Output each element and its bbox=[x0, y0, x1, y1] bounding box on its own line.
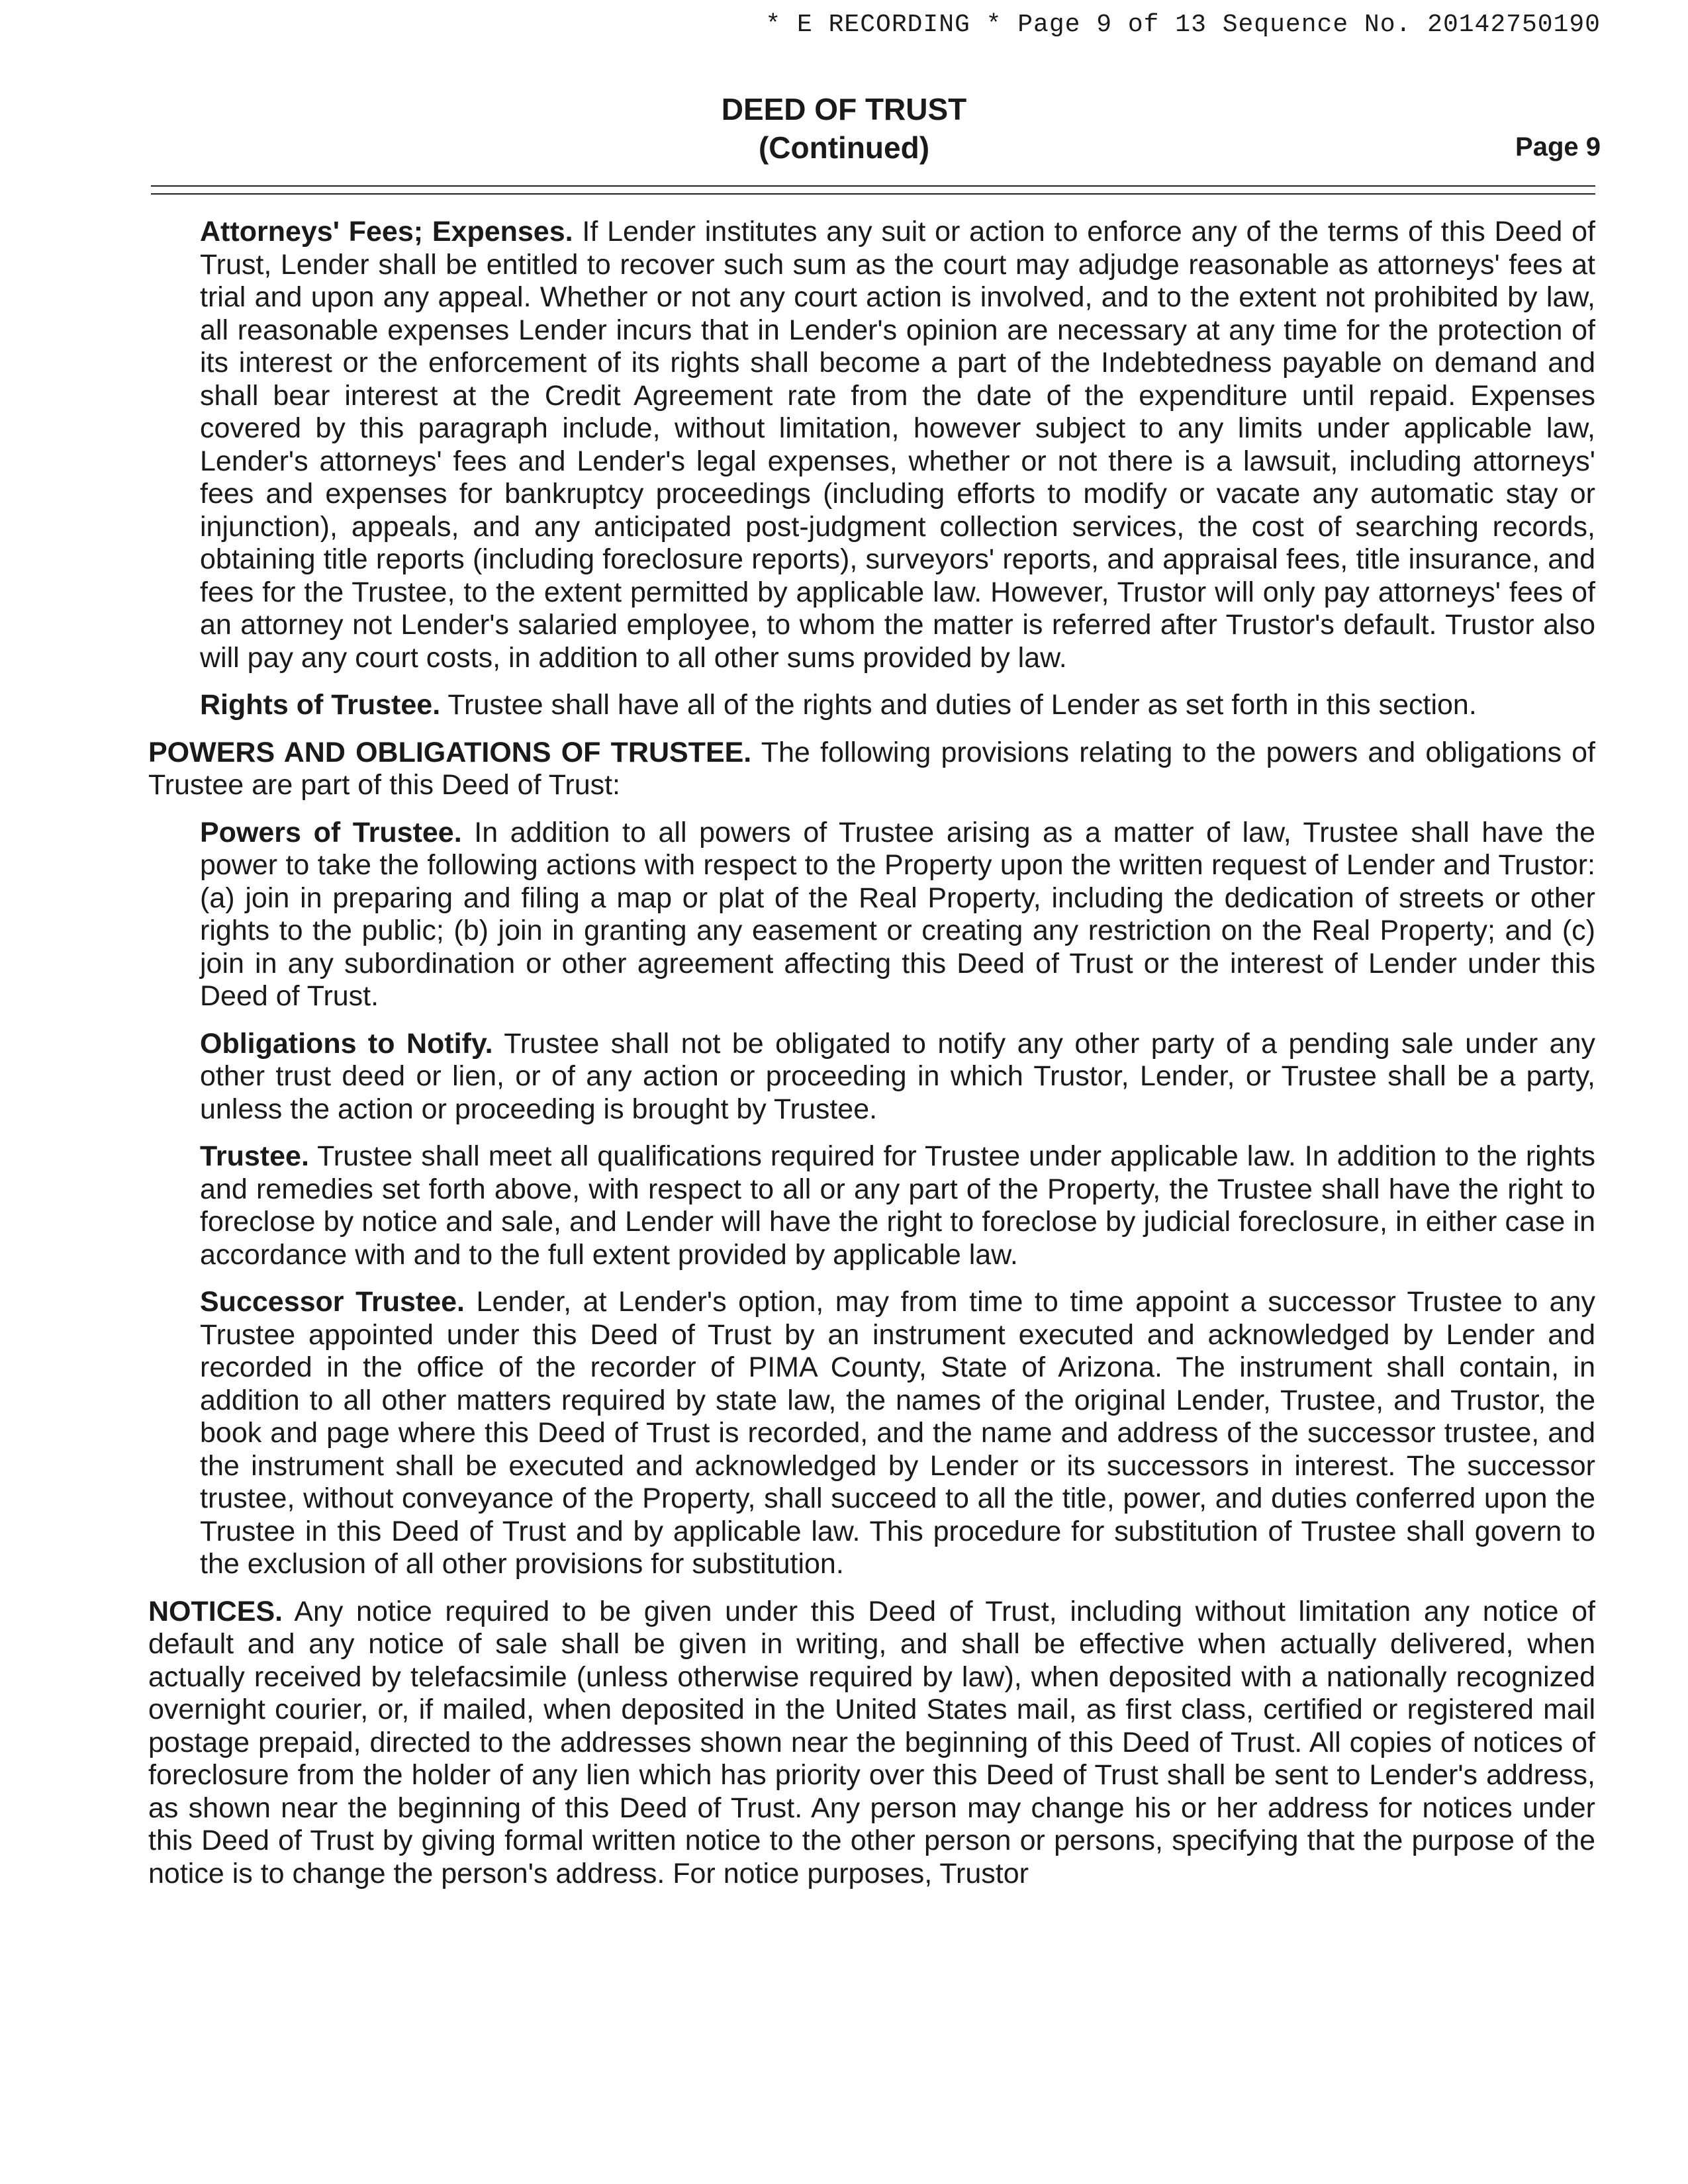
text-attorneys-fees: If Lender institutes any suit or action to enforce any of the terms of this Deed of Trust, Lender shall be entitled to recover such sum as the court may adjudge reasonable as attorneys' fees at trial and upon any appeal. Whether or not any court action is involved, and to the extent not prohibited by law, all reasonable expenses Lender incurs that in Lender's opinion are necessary at any time for the protection of its interest or the enforcement of its rights shall become a part of the Indebtedness payable on demand and shall bear interest at the Credit Agreement rate from the date of the expenditure until repaid. Expenses covered by this paragraph include, without limitation, however subject to any limits under applicable law, Lender's attorneys' fees and Lender's legal expenses, whether or not there is a lawsuit, including attorneys' fees and expenses for bankruptcy proceedings (including efforts to modify or vacate any automatic stay or injunction), appeals, and any anticipated post-judgment collection services, the cost of searching records, obtaining title reports (including foreclosure reports), surveyors' reports, and appraisal fees, title insurance, and fees for the Trustee, to the extent permitted by applicable law. However, Trustor will only pay attorneys' fees of an attorney not Lender's salaried employee, to whom the matter is referred after Trustor's default. Trustor also will pay any court costs, in addition to all other sums provided by law. bbox=[200, 216, 1595, 674]
heading-obligations-to-notify: Obligations to Notify. bbox=[200, 1027, 493, 1060]
heading-rights-of-trustee: Rights of Trustee. bbox=[200, 689, 441, 721]
heading-powers-of-trustee: Powers of Trustee. bbox=[200, 816, 462, 848]
heading-attorneys-fees: Attorneys' Fees; Expenses. bbox=[200, 216, 573, 248]
title-line-1: DEED OF TRUST bbox=[721, 92, 967, 126]
text-powers-of-trustee: In addition to all powers of Trustee arising as a matter of law, Trustee shall have the power to take the following actions with respect to the Property upon the written request of Lender and Trustor: (a) join in preparing and filing a map or plat of the Real Property, including the dedication of streets or other rights to the public; (b) join in granting any easement or creating any restriction on the Real Property; and (c) join in any subordination or other agreement affecting this Deed of Trust or the interest of Lender under this Deed of Trust. bbox=[200, 816, 1596, 1012]
paragraph-notices bbox=[148, 1596, 1595, 1891]
page-number: Page 9 bbox=[1515, 132, 1601, 161]
text-obligations-to-notify: Trustee shall not be obligated to notify any other party of a pending sale under any other trust deed or lien, or of any action or proceeding in which Trustor, Lender, or Trustee shall be a party, unless the action or proceeding is brought by Trustee. bbox=[200, 1027, 1595, 1125]
paragraph-powers-obligations bbox=[148, 737, 1595, 802]
text-trustee: Trustee shall meet all qualifications required for Trustee under applicable law. In addition to the rights and remedies set forth above, with respect to all or any part of the Property, the Trustee shall have the right to foreclose by notice and sale, and Lender will have the right to foreclose by judicial foreclosure, in either case in accordance with and to the full extent provided by applicable law. bbox=[200, 1140, 1596, 1271]
document-title bbox=[0, 90, 1688, 167]
title-line-2: (Continued) bbox=[758, 130, 930, 165]
text-successor-trustee: Lender, at Lender's option, may from time to time appoint a successor Trustee to any Trustee appointed under this Deed of Trust by an instrument executed and acknowledged by Lender and recorded in the office of the recorder of PIMA County, State of Arizona. The instrument shall contain, in addition to all other matters required by state law, the names of the original Lender, Trustee, and Trustor, the book and page where this Deed of Trust is recorded, and the name and address of the successor trustee, and the instrument shall be executed and acknowledged by Lender or its successors in interest. The successor trustee, without conveyance of the Property, shall succeed to all the title, power, and duties conferred upon the Trustee in this Deed of Trust and by applicable law. This procedure for substitution of Trustee shall govern to the exclusion of all other provisions for substitution. bbox=[200, 1286, 1596, 1580]
heading-successor-trustee: Successor Trustee. bbox=[200, 1286, 465, 1318]
text-powers-obligations: The following provisions relating to the powers and obligations of Trustee are part of this Deed of Trust: bbox=[148, 736, 1596, 801]
text-rights-of-trustee: Trustee shall have all of the rights and duties of Lender as set forth in this section. bbox=[447, 689, 1477, 721]
heading-trustee: Trustee. bbox=[200, 1140, 309, 1172]
paragraph-obligations-to-notify bbox=[200, 1028, 1595, 1126]
recording-stamp: * E RECORDING * Page 9 of 13 Sequence No. 20142750190 bbox=[765, 11, 1601, 39]
heading-powers-obligations: POWERS AND OBLIGATIONS OF TRUSTEE. bbox=[148, 736, 752, 768]
heading-notices: NOTICES. bbox=[148, 1595, 283, 1627]
paragraph-powers-of-trustee bbox=[200, 817, 1595, 1013]
header-rule-top bbox=[151, 185, 1595, 187]
document-body bbox=[0, 216, 1688, 1890]
paragraph-rights-of-trustee bbox=[200, 689, 1595, 722]
paragraph-trustee bbox=[200, 1140, 1595, 1271]
paragraph-successor-trustee bbox=[200, 1286, 1595, 1581]
header-rule-bottom bbox=[151, 193, 1595, 195]
text-notices: Any notice required to be given under this Deed of Trust, including without limitation any notice of default and any notice of sale shall be given in writing, and shall be effective when actually delivered, when actually received by telefacsimile (unless otherwise required by law), when deposited with a nationally recognized overnight courier, or, if mailed, when deposited in the United States mail, as first class, certified or registered mail postage prepaid, directed to the addresses shown near the beginning of this Deed of Trust. All copies of notices of foreclosure from the holder of any lien which has priority over this Deed of Trust shall be sent to Lender's address, as shown near the beginning of this Deed of Trust. Any person may change his or her address for notices under this Deed of Trust by giving formal written notice to the other person or persons, specifying that the purpose of the notice is to change the person's address. For notice purposes, Trustor bbox=[148, 1595, 1595, 1889]
paragraph-attorneys-fees bbox=[200, 216, 1595, 674]
